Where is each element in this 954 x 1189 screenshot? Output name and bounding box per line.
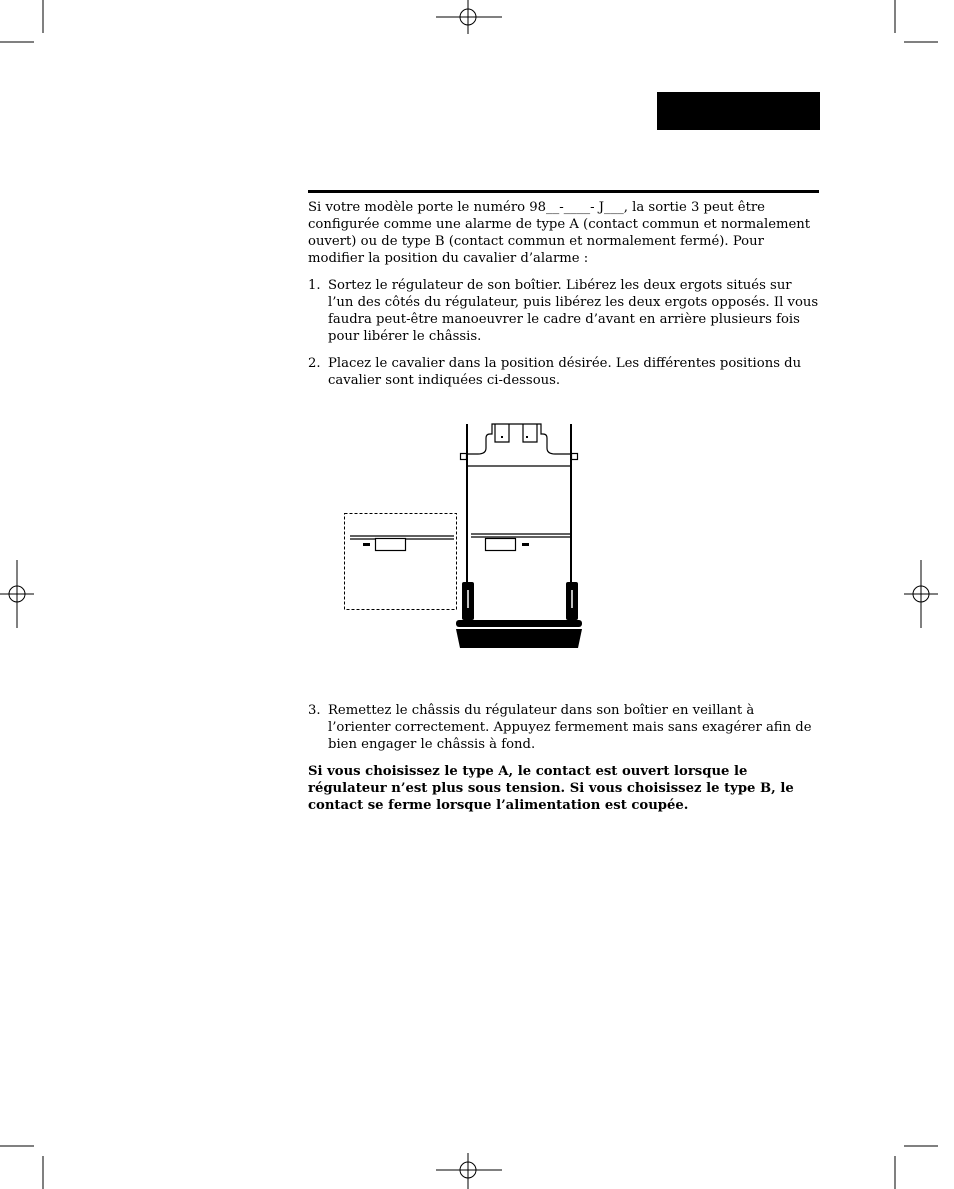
section-tab (657, 92, 820, 130)
step-text: Sortez le régulateur de son boîtier. Libérez les deux ergots situés sur l’un des côtés du régulateur, puis libérez les deux ergots opposés. Il vous faudra peut-être manoeuvrer le cadre d’avant en arrière plusieurs fois pour libérer le châssis. (328, 278, 819, 344)
step-3 (308, 702, 820, 753)
section-rule (308, 190, 819, 193)
instructions (308, 199, 820, 399)
step-number: 2. (308, 356, 321, 371)
step-number: 1. (308, 278, 321, 293)
step-text: Remettez le châssis du régulateur dans son boîtier en veillant à l’orienter correctement. Appuyez fermement mais sans exagérer afin de bien engager le châssis à fond. (328, 703, 812, 752)
intro-paragraph: Si votre modèle porte le numéro 98__-____- J___, la sortie 3 peut être configurée comme une alarme de type A (contact commun et normalement ouvert) ou de type B (contact commun et normalement fermé). Pour modifier la position du cavalier d’alarme : (308, 200, 811, 266)
steps-list (308, 277, 820, 389)
steps-list-continued (308, 702, 820, 763)
type-note: Si vous choisissez le type A, le contact est ouvert lorsque le régulateur n’est plus sous tension. Si vous choisissez le type B, le contact se ferme lorsque l’alimentation est coupée. (308, 764, 794, 813)
step-1 (308, 277, 820, 345)
step-text: Placez le cavalier dans la position désirée. Les différentes positions du cavalier sont indiquées ci-dessous. (328, 356, 802, 388)
step-number: 3. (308, 703, 321, 718)
jumper-diagram (338, 418, 588, 653)
step-2 (308, 355, 820, 389)
